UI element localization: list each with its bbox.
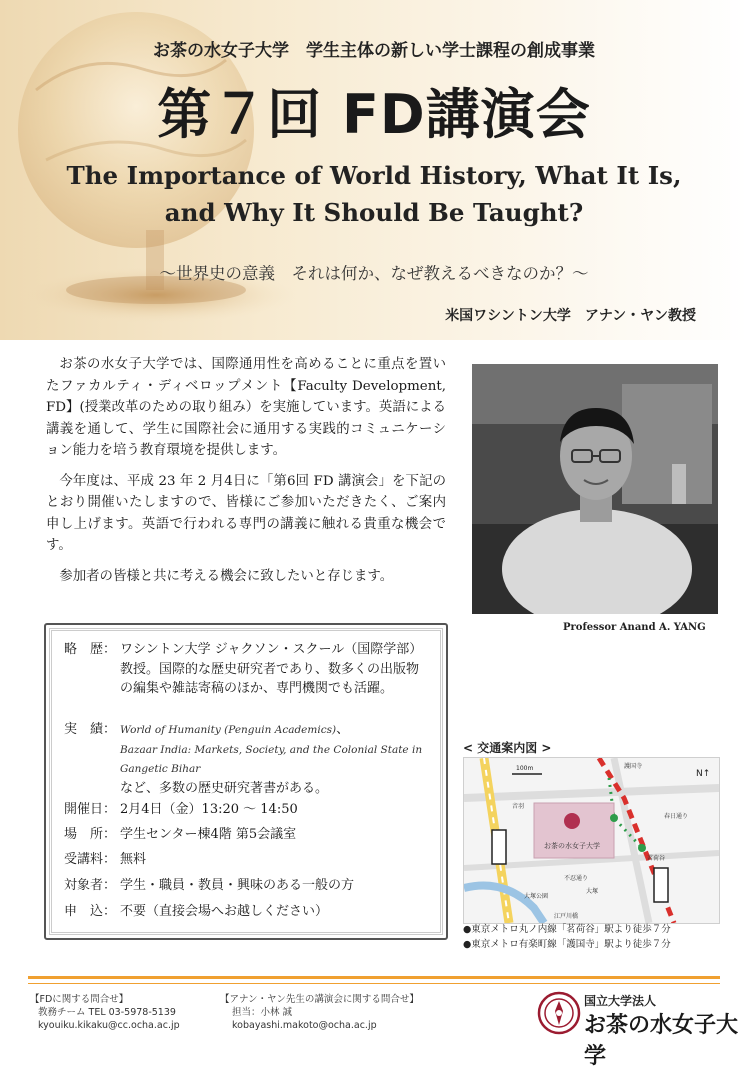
date-row [64,800,426,820]
works-item-2: Bazaar India: Markets, Society, and the Colonial State in Gangetic Bihar [120,743,423,775]
intro-text [46,354,446,596]
fee-value: 無料 [120,852,147,867]
contact-fd [30,993,180,1032]
works-item-1-suffix: 、 [336,722,350,737]
map-label-2: 音羽 [512,803,525,810]
map-scale-label: 100m [516,765,534,772]
header-subtitle: お茶の水女子大学 学生主体の新しい学士課程の創成事業 [153,41,595,61]
footer-rule-thick [28,976,720,979]
map-label-3: 春日通り [664,813,689,820]
bio-label: 略 歴： [64,642,117,657]
university-type: 国立大学法人 [584,994,657,1008]
map-label-7: 江戸川橋 [554,913,579,920]
works-label: 実 績： [64,722,117,737]
footer-rule-thin [28,983,720,984]
date-label: 開催日： [64,802,117,817]
target-label: 対象者： [64,878,117,893]
works-item-1: World of Humanity (Penguin Academics) [120,724,337,736]
north-arrow-icon: N↑ [696,769,711,779]
lecture-title-en [0,157,748,231]
place-value: 学生センター棟4階 第5会議室 [120,827,297,842]
photo-caption: Professor Anand A. YANG [563,622,706,633]
map-label-0: 護国寺 [624,763,643,770]
target-row [64,876,426,896]
university-crest-icon [537,991,581,1035]
page-title: 第７回 FD講演会 [157,83,591,146]
date-value: 2月4日（金）13:20 ～ 14:50 [120,802,298,817]
place-row [64,825,426,845]
bio-row [64,640,426,720]
map-label-4: 不忍通り [564,875,589,882]
contact-fd-heading: 【FDに関する問合せ】 [30,994,129,1005]
contact-lecture-person: 担当：小林 誠 [232,1007,293,1018]
intro-paragraph-1: お茶の水女子大学では、国際通用性を高めることに重点を置いたファカルティ・ディベロップメント【Faculty Development, FD】(授業改革のための取り組み）を実施しています。英語による講義を通して、学生に国際社会に通用する実践的コミュニケーション能力を培う教育環境を提供します。 [46,357,446,458]
lecture-title-en-line2: and Why It Should Be Taught? [164,198,584,227]
fee-label: 受講料： [64,852,117,867]
university-name: お茶の水女子大学 [584,1012,739,1069]
event-details-box [44,623,448,940]
intro-paragraph-3: 参加者の皆様と共に考える機会に致したいと存じます。 [59,568,394,584]
header-banner [0,0,748,340]
apply-row [64,902,426,922]
works-row [64,720,426,796]
lecture-title-ja: ～世界史の意義 それは何か、なぜ教えるべきなのか？～ [159,264,589,283]
intro-paragraph-2: 今年度は、平成 23 年 2 月4日に「第6回 FD 講演会」を下記のとおり開催いたしますので、皆様にご参加いただきたく、ご案内申し上げます。英語で行われる専門の講義に触れる貴重な機会です。 [46,473,446,553]
bio-text: ワシントン大学 ジャクソン・スクール（国際学部）教授。国際的な歴史研究者であり、数多くの出版物の編集や雑誌寄稿のほか、専門機関でも活躍。 [120,642,423,696]
map-title: < 交通案内図 > [463,741,552,755]
lecture-title-en-line1: The Importance of World History, What It Is, [66,161,682,190]
access-line-1: ●東京メトロ丸ノ内線「茗荷谷」駅より徒歩７分 [463,924,671,935]
place-label: 場 所： [64,827,117,842]
speaker-name: 米国ワシントン大学 アナン・ヤン教授 [445,308,696,324]
fee-row [64,850,426,870]
access-map [463,757,720,924]
map-label-1: 茗荷谷 [647,855,666,862]
access-line-2: ●東京メトロ有楽町線「護国寺」駅より徒歩７分 [463,939,671,950]
contact-fd-email[interactable]: kyouiku.kikaku@cc.ocha.ac.jp [38,1020,180,1031]
apply-value: 不要（直接会場へお越しください） [120,904,329,919]
works-item-3: など、多数の歴史研究著書がある。 [120,780,329,796]
speaker-photo-illustration [472,364,718,614]
target-value: 学生・職員・教員・興味のある一般の方 [120,878,355,893]
contact-lecture [220,993,419,1032]
map-label-5: 大塚 [586,888,599,895]
access-map-drawing [464,758,719,923]
map-label-6: 大塚公園 [524,893,549,900]
map-campus-label: お茶の水女子大学 [544,842,600,850]
speaker-photo [472,364,718,614]
contact-lecture-email[interactable]: kobayashi.makoto@ocha.ac.jp [232,1020,377,1031]
works-list [120,720,426,798]
access-info [463,922,671,952]
apply-label: 申 込： [64,904,117,919]
contact-fd-tel: 教務チーム TEL 03-5978-5139 [38,1007,176,1018]
contact-lecture-heading: 【アナン・ヤン先生の講演会に関する問合せ】 [220,994,419,1005]
